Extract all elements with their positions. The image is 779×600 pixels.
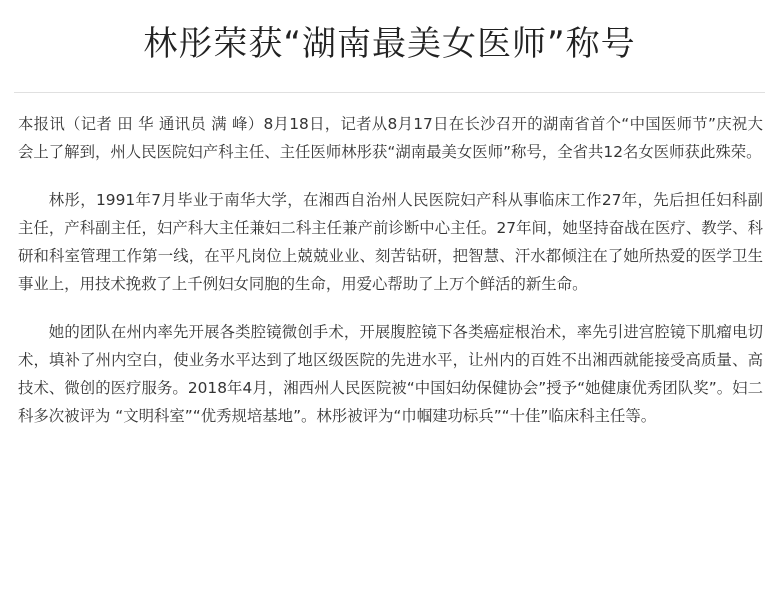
article-body xyxy=(18,110,763,450)
paragraph-intro: 本报讯（记者 田 华 通讯员 满 峰）8月18日，记者从8月17日在长沙召开的湖南省首个“中国医师节”庆祝大会上了解到，州人民医院妇产科主任、主任医师林彤获“湖南最美女医师”称号，全省共12名女医师获此殊荣。 xyxy=(18,115,763,161)
paragraph-biography: 林彤，1991年7月毕业于南华大学，在湘西自治州人民医院妇产科从事临床工作27年，先后担任妇科副主任，产科副主任，妇产科大主任兼妇二科主任兼产前诊断中心主任。27年间，她坚持奋战在医疗、教学、科研和科室管理工作第一线，在平凡岗位上兢兢业业、刻苦钻研，把智慧、汗水都倾注在了她所热爱的医学卫生事业上，用技术挽救了上千例妇女同胞的生命，用爱心帮助了上万个鲜活的新生命。 xyxy=(18,191,763,293)
paragraph-team: 她的团队在州内率先开展各类腔镜微创手术，开展腹腔镜下各类癌症根治术，率先引进宫腔镜下肌瘤电切术，填补了州内空白，使业务水平达到了地区级医院的先进水平，让州内的百姓不出湘西就能接受高质量、高技术、微创的医疗服务。2018年4月，湘西州人民医院被“中国妇幼保健协会”授予“她健康优秀团队奖”。妇二科多次被评为 “文明科室”“优秀规培基地”。林彤被评为“巾帼建功标兵”“十佳”临床科主任等。 xyxy=(18,323,763,425)
title-divider xyxy=(14,92,765,93)
article-title: 林彤荣获“湖南最美女医师”称号 xyxy=(143,24,636,64)
